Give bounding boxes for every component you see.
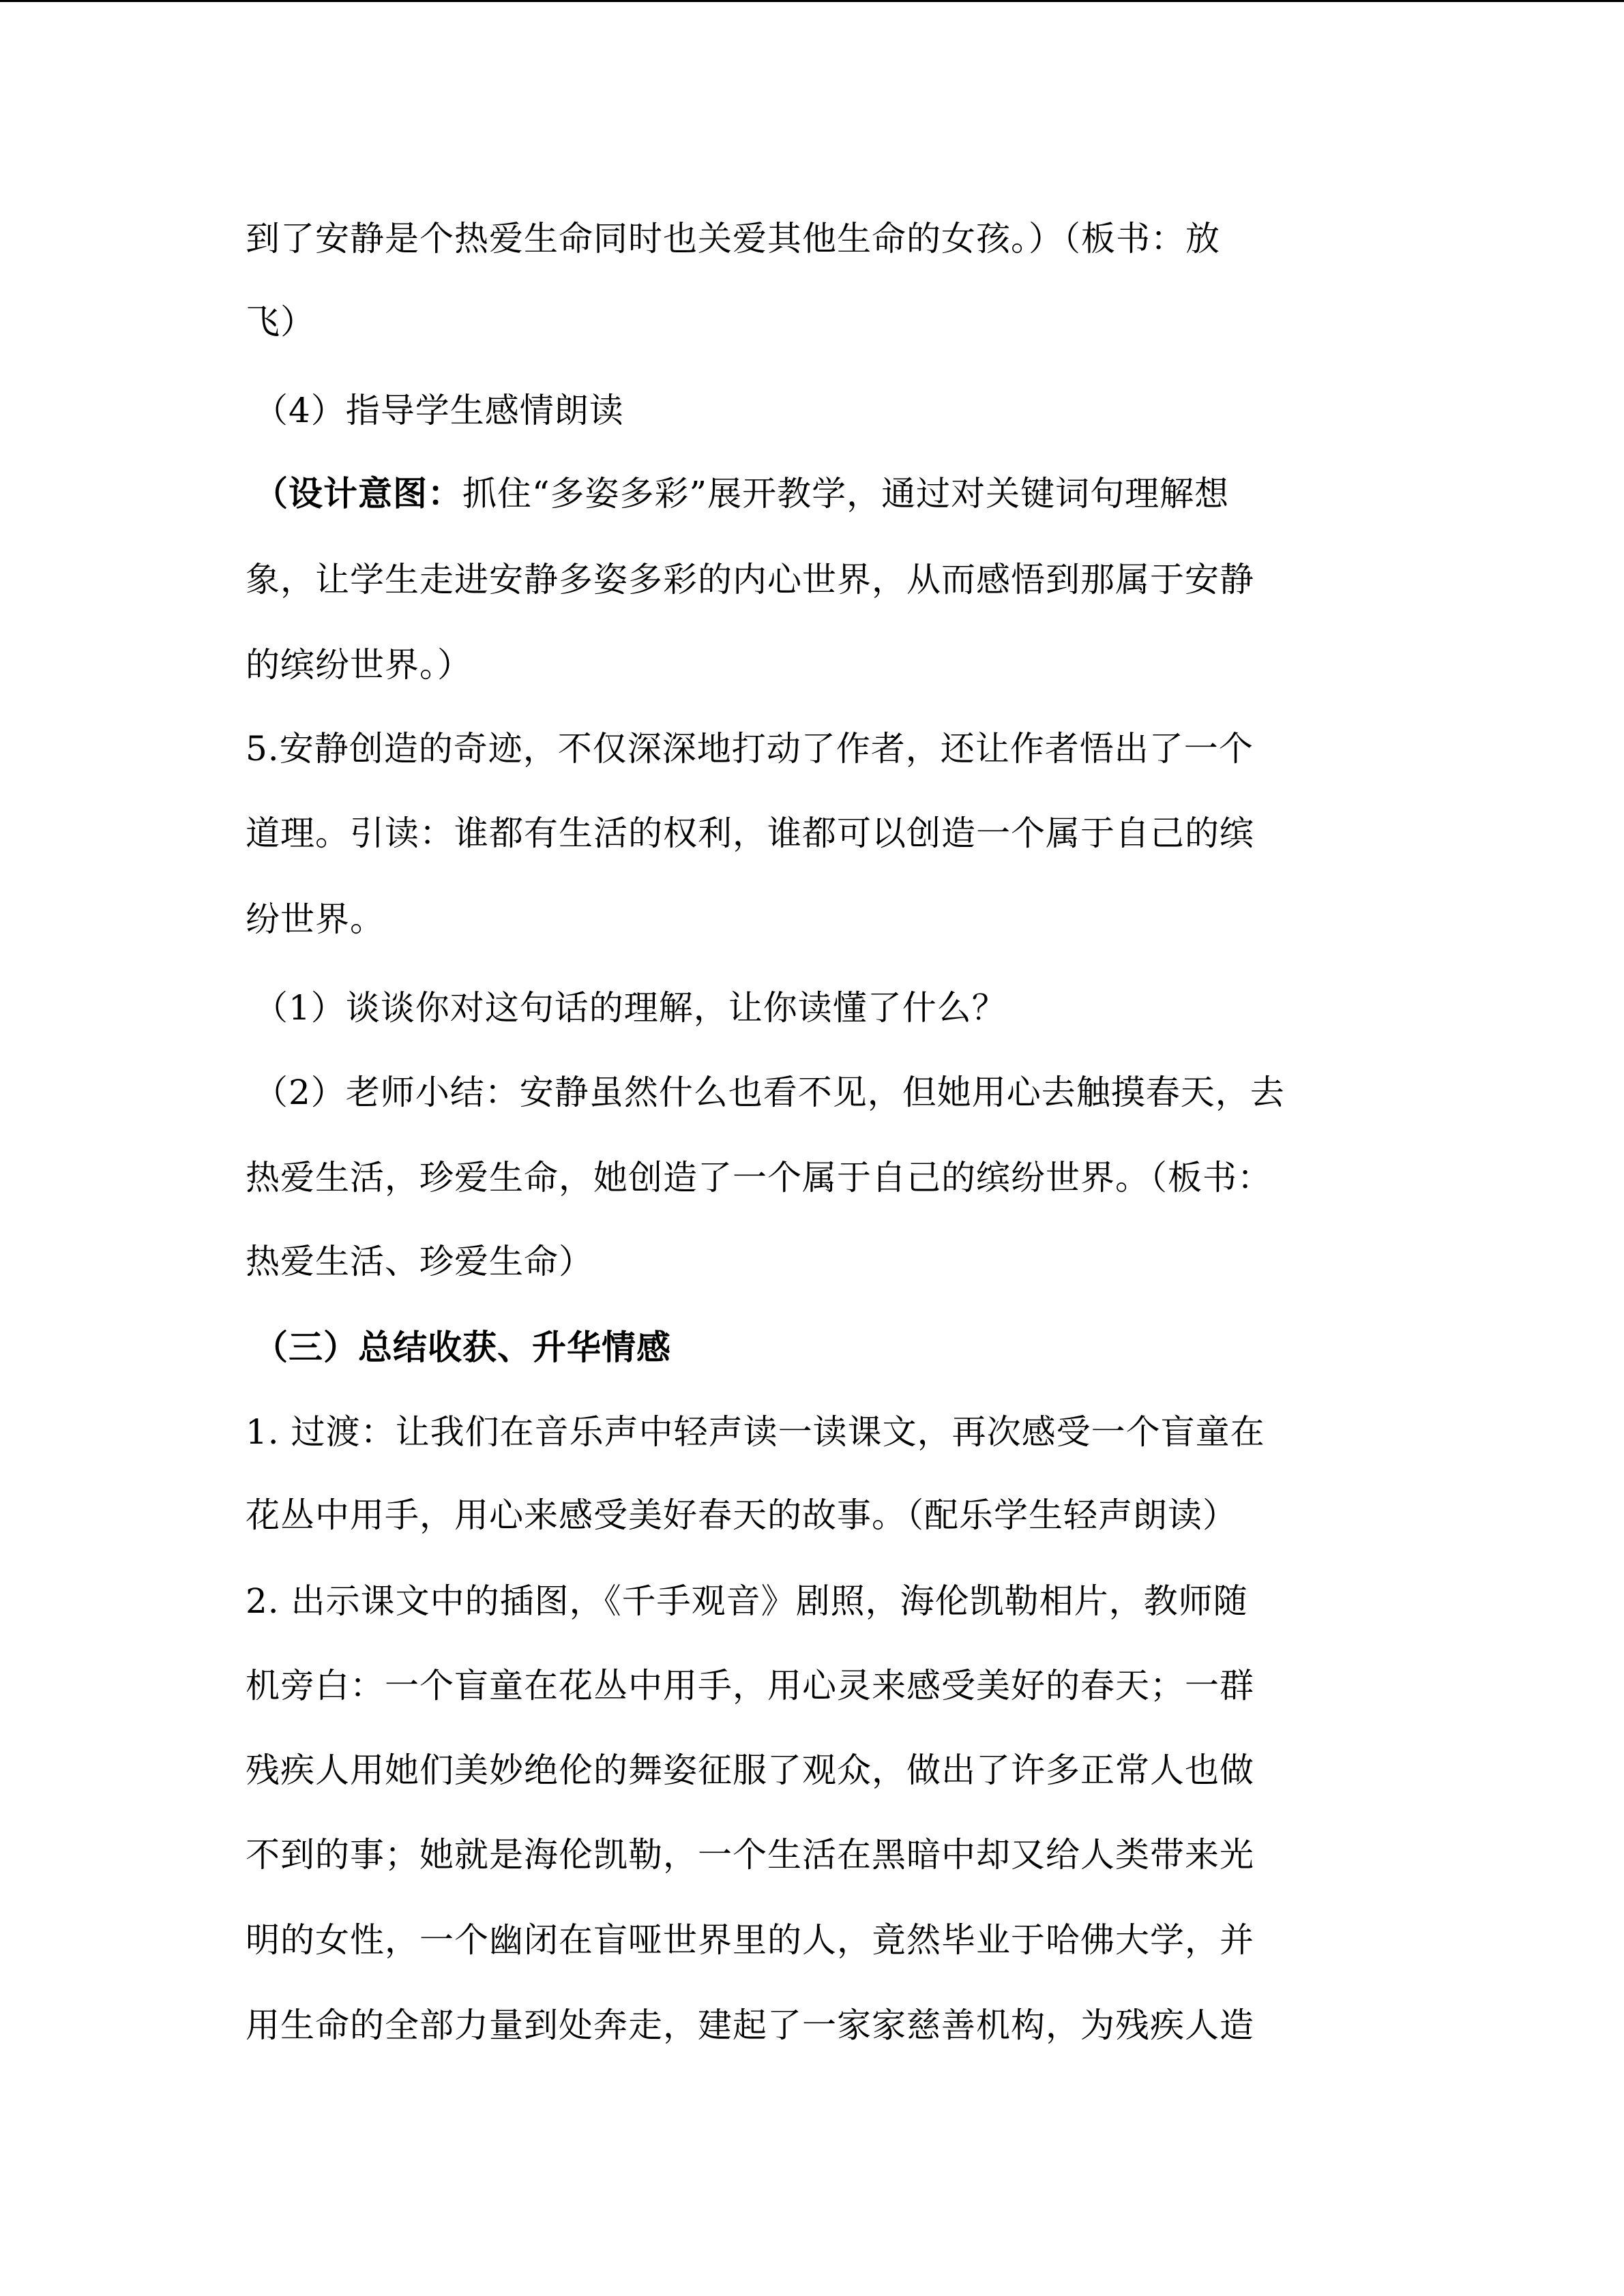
- paragraph-line: （2）老师小结：安静虽然什么也看不见，但她用心去触摸春天，去: [254, 1073, 1285, 1112]
- paragraph-line: 5.安静创造的奇迹，不仅深深地打动了作者，还让作者悟出了一个: [246, 729, 1254, 769]
- paragraph-line: 机旁白：一个盲童在花丛中用手，用心灵来感受美好的春天；一群: [246, 1666, 1254, 1705]
- paragraph-line: 的缤纷世界。）: [246, 645, 472, 685]
- paragraph-line: 热爱生活，珍爱生命，她创造了一个属于自己的缤纷世界。（板书：: [246, 1158, 1272, 1197]
- paragraph-line: 到了安静是个热爱生命同时也关爱其他生命的女孩。）（板书：放: [246, 219, 1220, 258]
- paragraph-line: 不到的事；她就是海伦凯勒，一个生活在黑暗中却又给人类带来光: [246, 1835, 1254, 1875]
- paragraph-line: 残疾人用她们美妙绝伦的舞姿征服了观众，做出了许多正常人也做: [246, 1750, 1254, 1790]
- paragraph-line: 象，让学生走进安静多姿多彩的内心世界，从而感悟到那属于安静: [246, 560, 1254, 599]
- design-intent-line: [254, 473, 1229, 514]
- paragraph-line: 飞）: [246, 302, 315, 342]
- paragraph-line: 用生命的全部力量到处奔走，建起了一家家慈善机构，为残疾人造: [246, 2006, 1254, 2045]
- paragraph-line: 纷世界。: [246, 899, 385, 939]
- paragraph-line: 道理。引读：谁都有生活的权利，谁都可以创造一个属于自己的缤: [246, 814, 1254, 853]
- paragraph-line: 明的女性，一个幽闭在盲哑世界里的人，竟然毕业于哈佛大学，并: [246, 1920, 1254, 1960]
- design-intent-label: （设计意图：: [254, 473, 462, 513]
- paragraph-line: （4）指导学生感情朗读: [254, 391, 624, 430]
- section-heading: （三）总结收获、升华情感: [254, 1327, 671, 1367]
- paragraph-line: 2. 出示课文中的插图，《千手观音》剧照，海伦凯勒相片，教师随: [246, 1581, 1248, 1621]
- paragraph-line: （1）谈谈你对这句话的理解，让你读懂了什么？: [254, 988, 1007, 1028]
- paragraph-line: 1. 过渡：让我们在音乐声中轻声读一读课文，再次感受一个盲童在: [246, 1412, 1265, 1452]
- paragraph-line: 花丛中用手，用心来感受美好春天的故事。（配乐学生轻声朗读）: [246, 1495, 1237, 1535]
- paragraph-line: 热爱生活、珍爱生命）: [246, 1242, 593, 1281]
- design-intent-text: 抓住“多姿多彩”展开教学，通过对关键词句理解想: [462, 474, 1230, 513]
